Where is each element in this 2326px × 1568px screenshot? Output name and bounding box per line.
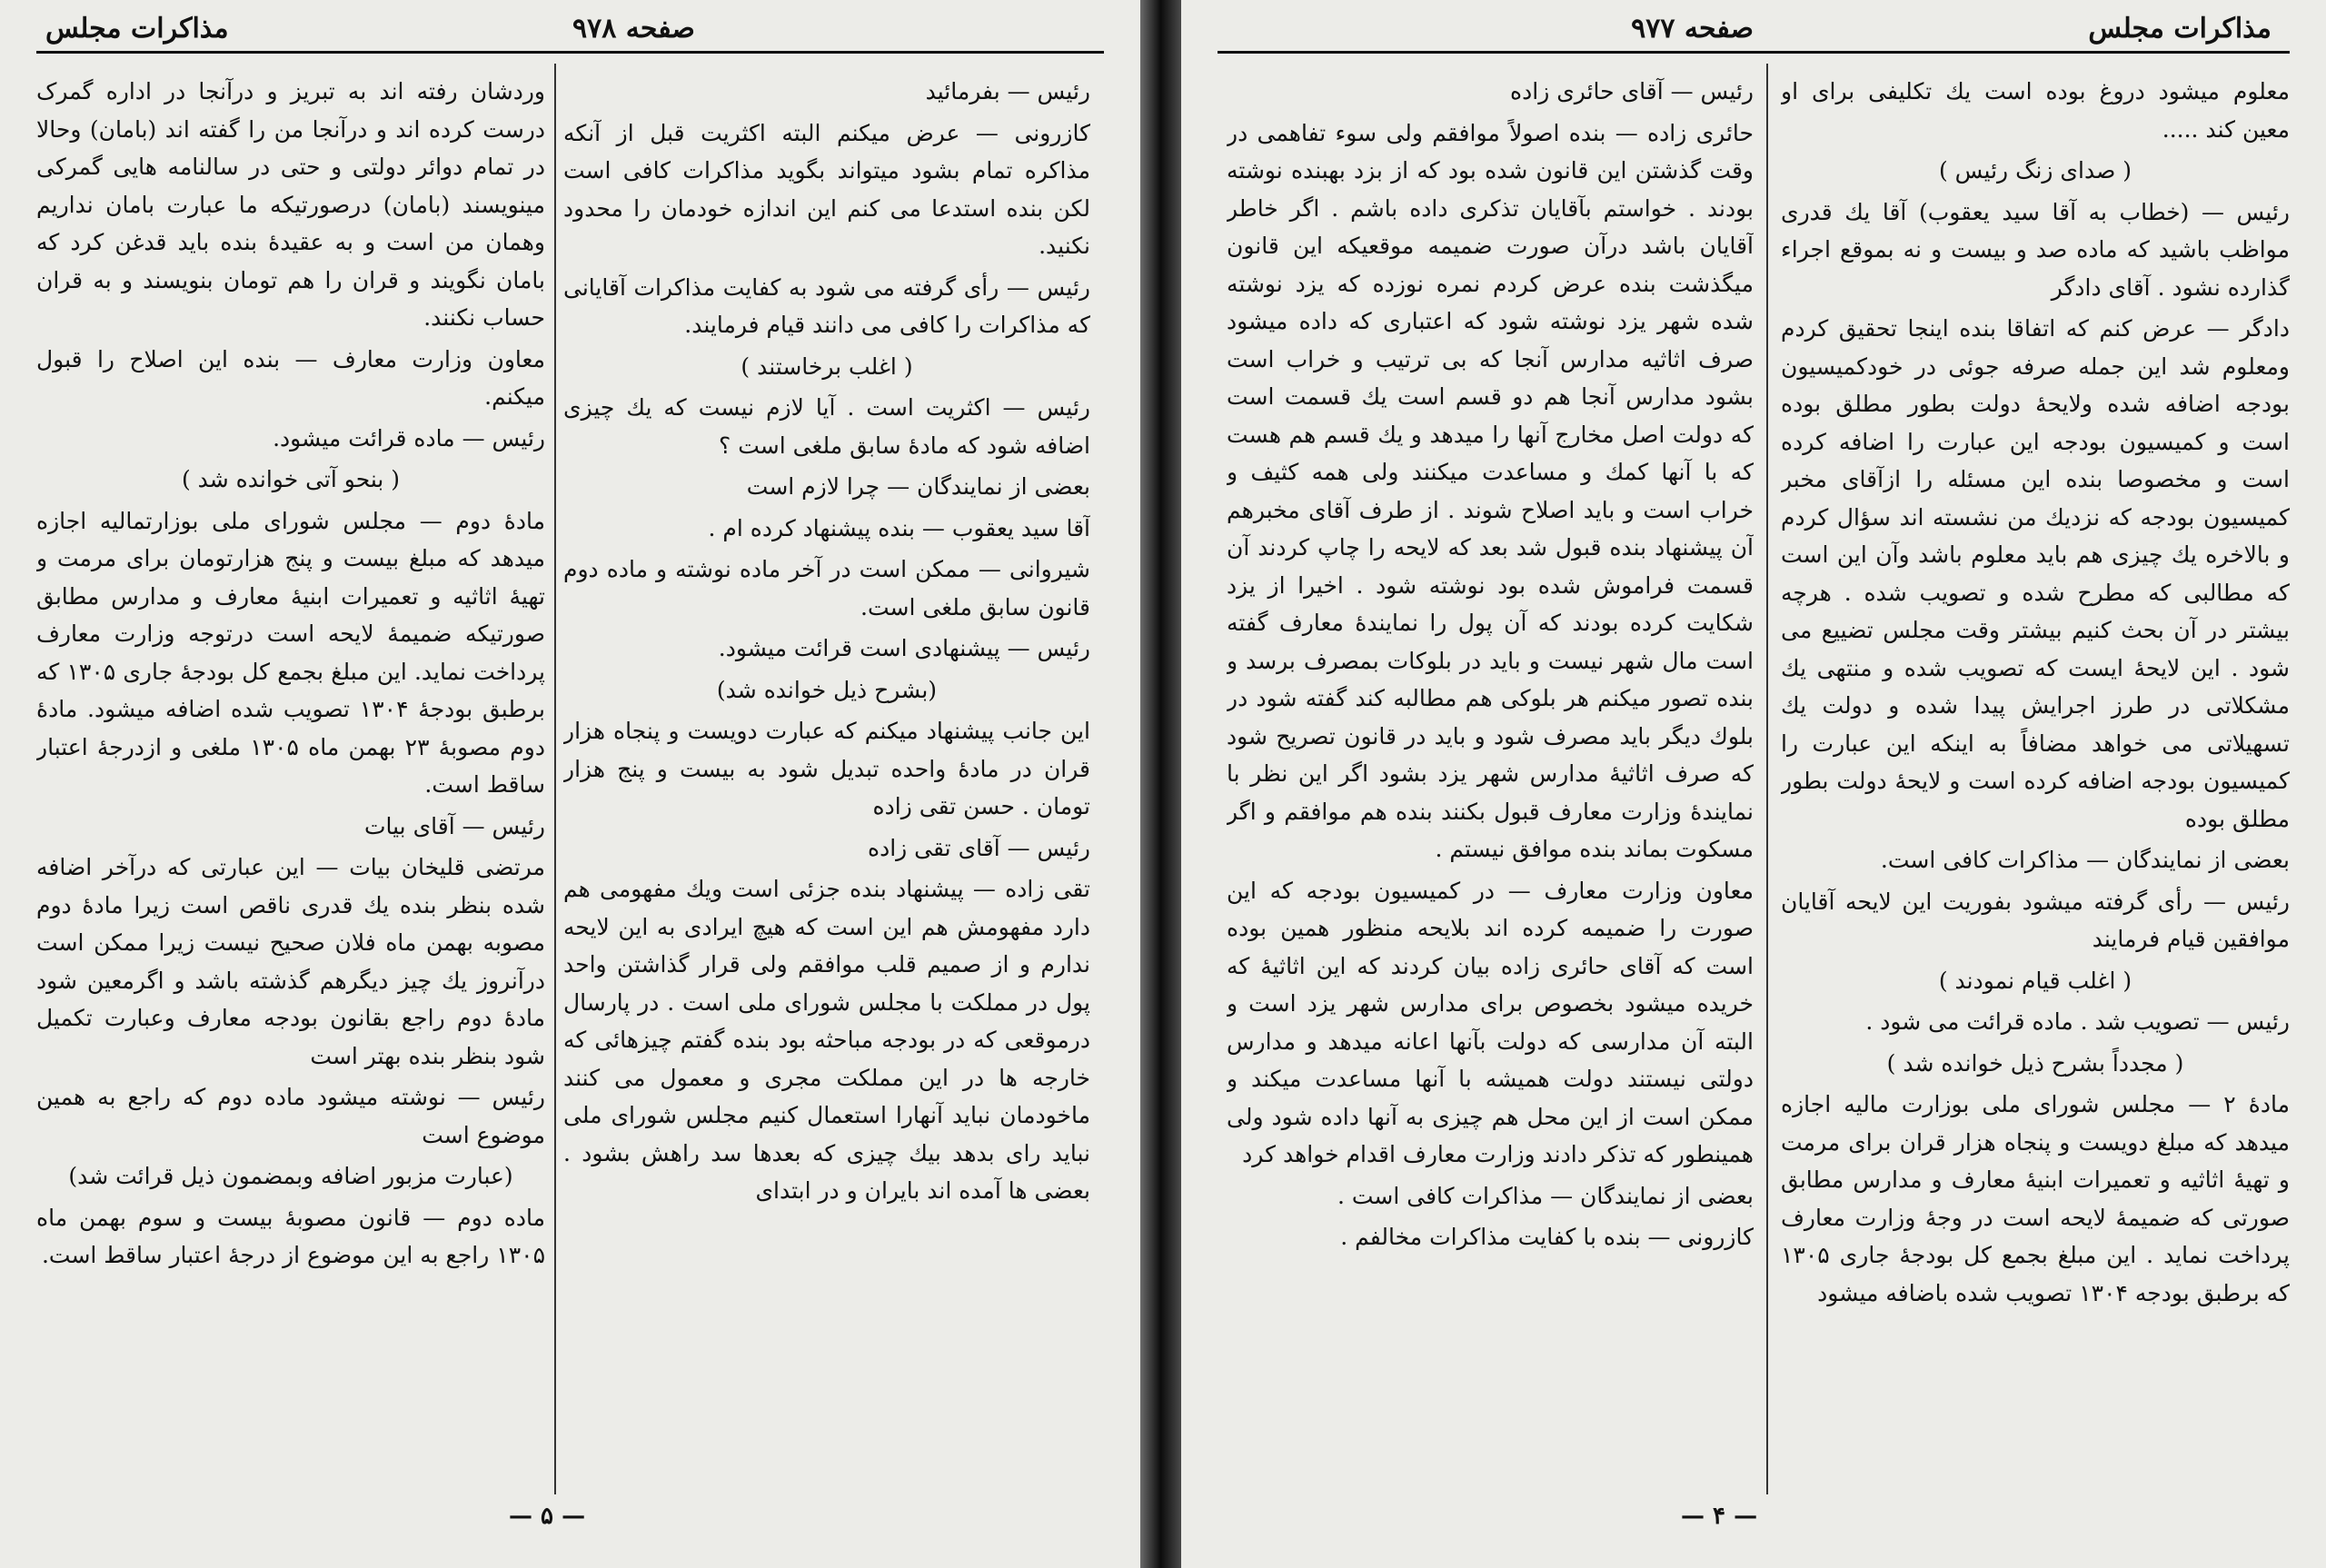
- paragraph: رئیس — نوشته میشود ماده دوم که راجع به همین موضوع است: [36, 1084, 545, 1148]
- paragraph: آقا سید یعقوب — بنده پیشنهاد کرده ام .: [708, 514, 1090, 541]
- column-divider: [1766, 64, 1768, 1494]
- header-title: مذاکرات مجلس: [45, 13, 229, 45]
- stage-direction: (بشرح ذیل خوانده شد): [716, 676, 938, 703]
- column-divider: [554, 64, 556, 1494]
- header-page-number: صفحه ۹۷۷: [1631, 13, 1754, 45]
- stage-direction: ( اغلب قیام نمودند ): [1938, 967, 2132, 994]
- paragraph: معاون وزارت معارف — در کمیسیون بودجه که این صورت را ضمیمه کرده اند بلایحه منظور همین بوده است که آقای حائری زاده بیان کردند که این اثاثیهٔ که خریده میشود بخصوص برای مدارس شهر یزد است و البته آن مدارسی که دولت بآنها اعانه میدهد و مدارس دولتی نیستند دولت همیشه با آنها مساعدت میکند و ممکن است از این محل هم چیزی به آنها داده شود ولی همینطور که تذکر دادند وزارت معارف اقدام خواهد کرد: [1227, 877, 1754, 1167]
- paragraph: مادهٔ ۲ — مجلس شورای ملی بوزارت مالیه اجازه میدهد که مبلغ دویست و پنجاه هزار قران برای مرمت و تهیهٔ اثاثیه و تعمیرات ابنیهٔ معارف و مدارس مطابق صورتی که ضمیمهٔ لایحه است در وجهٔ وزارت معارف پرداخت نماید . این مبلغ بجمع کل بودجهٔ جاری ۱۳۰۵ که برطبق بودجه ۱۳۰۴ تصویب شده باضافه میشود: [1781, 1091, 2290, 1306]
- paragraph: رئیس — تصویب شد . ماده قرائت می شود .: [1865, 1008, 2290, 1035]
- paragraph: این جانب پیشنهاد میکنم که عبارت دویست و پنجاه هزار قران در مادهٔ واحده تبدیل شود به بیست و پنج هزار تومان . حسن تقی زاده: [563, 718, 1090, 819]
- paragraph: کازرونی — بنده با کفایت مذاکرات مخالفم .: [1340, 1224, 1754, 1250]
- paragraph: وردشان رفته اند به تبریز و درآنجا در اداره گمرک درست کرده اند و درآنجا من را گفته اند (بامان) وحالا در تمام دوائر دولتی و حتی در سالنامه هایی گمرکی مینویسند (بامان) درصورتیکه ما عبارت بامان نداریم وهمان من است و به عقیدهٔ بنده باید قدغن کرد که بامان نگویند و قران را هم تومان بنویسند و به قران حساب نکنند.: [36, 78, 545, 331]
- page-footer-number: — ۴ —: [1681, 1503, 1758, 1530]
- paragraph: رئیس — آقای بیات: [363, 812, 545, 839]
- paragraph: مرتضی قلیخان بیات — این عبارتی که درآخر اضافه شده بنظر بنده یك قدری ناقص است زیرا مادهٔ دوم مصوبه بهمن ماه فلان صحیح نیست زیرا ممکن است درآنروز یك چیز دیگرهم گذشته باشد و اگرمعین شود مادهٔ دوم راجع بقانون بودجه معارف وعبارت تکمیل شود بنظر بنده بهتر است: [36, 854, 545, 1069]
- paragraph: رئیس — رأی گرفته می شود به کفایت مذاکرات آقایانی که مذاکرات را کافی می دانند قیام فرمایند.: [563, 273, 1090, 338]
- paragraph: رئیس — (خطاب به آقا سید یعقوب) آقا یك قدری مواظب باشید که ماده صد و بیست و نه بموقع اجراء گذارده نشود . آقای دادگر: [1781, 198, 2290, 301]
- paragraph: تقی زاده — پیشنهاد بنده جزئی است ویك مفهومی هم دارد مفهومش هم این است که هیچ ایرادی به این لایحه ندارم و از صمیم قلب موافقم ولی قرار گذاشتن واحد پول در مملکت با مجلس شورای ملی است . در پارسال درموقعی که در بودجه مباحثه بود بنده گفتم چیزهائی که خارجه ها در این مملکت مجری و معمول می کنند ماخودمان نباید آنهارا استعمال کنیم مجلس شورای ملی نباید رای بدهد بیك چیزی که بعدها سد راهش بشود . بعضی ها آمده اند بایران و در ابتدای: [563, 876, 1090, 1204]
- stage-direction: ( بنحو آتی خوانده شد ): [181, 466, 401, 492]
- paragraph: رئیس — رأی گرفته میشود بفوریت این لایحه آقایان موافقین قیام فرمایند: [1781, 888, 2290, 952]
- paragraph: معاون وزارت معارف — بنده این اصلاح را قبول میکنم.: [36, 345, 545, 410]
- stage-direction: ( مجدداً بشرح ذیل خوانده شد ): [1886, 1049, 2184, 1077]
- header-title: مذاکرات مجلس: [2088, 13, 2271, 45]
- page-header: [36, 11, 1104, 54]
- paragraph: معلوم میشود دروغ بوده است یك تکلیفی برای او معین کند .....: [1781, 78, 2290, 143]
- text-column-outer: [36, 73, 545, 1485]
- book-gutter: [1140, 0, 1181, 1568]
- paragraph: رئیس — بفرمائید: [925, 78, 1090, 104]
- stage-direction: (عبارت مزبور اضافه وبمضمون ذیل قرائت شد): [68, 1163, 513, 1189]
- paragraph: رئیس — آقای تقی زاده: [867, 834, 1090, 861]
- page-footer-number: — ۵ —: [509, 1503, 586, 1530]
- stage-direction: ( اغلب برخاستند ): [741, 352, 913, 380]
- header-page-number: صفحه ۹۷۸: [572, 13, 695, 45]
- page-header: [1218, 11, 2290, 54]
- left-page: [0, 0, 1140, 1568]
- paragraph: رئیس — ماده قرائت میشود.: [273, 424, 545, 452]
- paragraph: بعضی از نمایندگان — مذاکرات کافی است.: [1880, 847, 2290, 873]
- paragraph: کازرونی — عرض میکنم البته اکثریت قبل از آنکه مذاکره تمام بشود میتواند بگوید مذاکرات کافی است لکن بنده استدعا می کنم این اندازه خودمان را محدود نکنید.: [563, 119, 1090, 259]
- text-column-outer: [1781, 73, 2290, 1485]
- paragraph: ماده دوم — قانون مصوبهٔ بیست و سوم بهمن ماه ۱۳۰۵ راجع به این موضوع از درجهٔ اعتبار ساقط است.: [36, 1204, 545, 1268]
- right-page: [1181, 0, 2326, 1568]
- stage-direction: ( صدای زنگ رئیس ): [1938, 157, 2132, 184]
- paragraph: رئیس — اکثریت است . آیا لازم نیست که یك چیزی اضافه شود که مادهٔ سابق ملغی است ؟: [563, 394, 1090, 459]
- paragraph: حائری زاده — بنده اصولاً موافقم ولی سوء تفاهمی در وقت گذشتن این قانون شده بود که از بزد بهبنده نوشته بودند . خواستم بآقایان تذکری داده باشم . اگر خاطر آقایان باشد درآن صورت ضمیمه موقعیکه این قانون میگذشت بنده عرض کردم نمره نوزده که یزد نوشته شده شهر یزد نوشته شود که اعتباری که داده میشود صرف اثاثیه مدارس آنجا که بی ترتیب و خراب است بشود مدارس آنجا هم دو قسم است یك قسمت است که دولت اصل مخارج آنها را میدهد و یك قسم هم هست که با آنها کمك و مساعدت میکنند ولی همه کثیف و خراب است و باید اصلاح شوند . از طرف آقای مخبرهم آن پیشنهاد بنده قبول شد بعد که لایحه را چاپ کردند آن قسمت فراموش شده بود نوشته شود . اخیرا از یزد شکایت کرده بودند که آن پول را نمایندهٔ معارف گفته است مال شهر نیست و باید در بلوکات بمصرف برسد و بنده تصور میکنم هر بلوکی هم مطالبه کند گفته شود در بلوك دیگر باید مصرف شود و باید در قانون تصریح شود که صرف اثاثیهٔ مدارس شهر یزد بشود اگر این نظر با نمایندهٔ وزارت معارف قبول بکنند بنده هم موافقم و اگر مسکوت بماند بنده موافق نیستم .: [1227, 119, 1754, 862]
- paragraph: دادگر — عرض کنم که اتفاقا بنده اینجا تحقیق کردم ومعلوم شد این جمله صرفه جوئی در خودکمیسیون بودجه اضافه شده ولایحهٔ دولت بطور مطلق بوده است و کمیسیون بودجه این عبارت را اضافه کرده است و مخصوصا بنده این مسئله را ازآقای مخبر کمیسیون بودجه که نزدیك من نشسته اند سؤال کردم و بالاخره یك چیزی هم باید معلوم باشد وآن این است که مطالبی که مطرح شده و تصویب شده . هرچه بیشتر در آن بحث کنیم بیشتر وقت مجلس تضییع می شود . این لایحهٔ ایست که تصویب شده و منتهی یك مشکلاتی در طرز اجرایش پیدا شده و دولت یك تسهیلاتی می خواهد مضافاً به اینکه این عبارت را کمیسیون بودجه اضافه کرده است و لایحهٔ دولت بطور مطلق بوده: [1781, 315, 2290, 832]
- paragraph: رئیس — آقای حائری زاده: [1510, 78, 1754, 104]
- text-column-inner: [1227, 73, 1754, 1485]
- paragraph: بعضی از نمایندگان — چرا لازم است: [746, 473, 1090, 500]
- paragraph: رئیس — پیشنهادی است قرائت میشود.: [718, 635, 1090, 661]
- paragraph: شیروانی — ممکن است در آخر ماده نوشته و ماده دوم قانون سابق ملغی است.: [563, 556, 1090, 620]
- text-column-inner: [563, 73, 1090, 1485]
- paragraph: مادهٔ دوم — مجلس شورای ملی بوزارتمالیه اجازه میدهد که مبلغ بیست و پنج هزارتومان برای مرمت و تهیهٔ اثاثیه و تعمیرات ابنیهٔ معارف و مدارس مطابق صورتیکه ضمیمهٔ لایحه است درتوجه وزارت معارف پرداخت نماید. این مبلغ بجمع کل بودجهٔ جاری ۱۳۰۵ که برطبق بودجهٔ ۱۳۰۴ تصویب شده اضافه میشود. مادهٔ دوم مصوبهٔ ۲۳ بهمن ماه ۱۳۰۵ ملغی و ازدرجهٔ اعتبار ساقط است.: [36, 507, 545, 798]
- paragraph: بعضی از نمایندگان — مذاکرات کافی است .: [1337, 1182, 1754, 1209]
